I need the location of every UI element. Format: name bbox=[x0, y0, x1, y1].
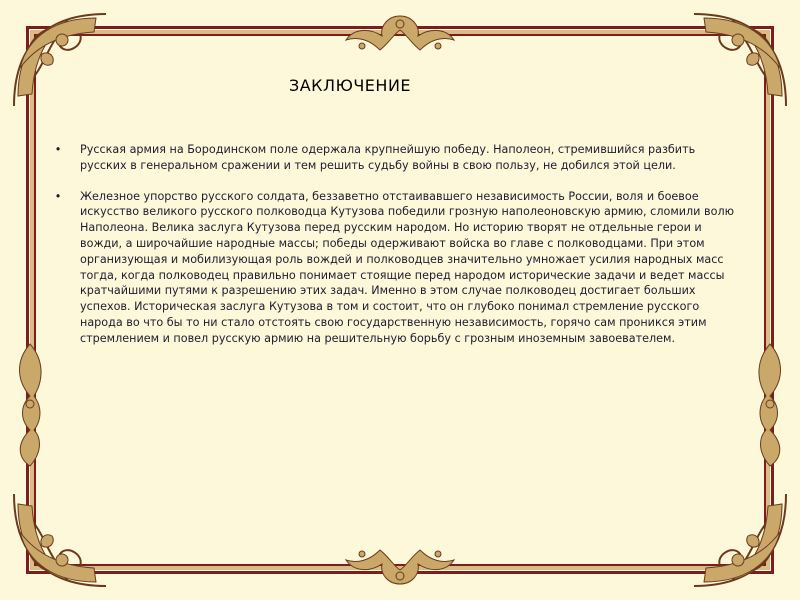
bullet-paragraph bbox=[52, 142, 742, 174]
left-edge-flourish-icon bbox=[10, 340, 50, 470]
corner-ornament-top-left-icon bbox=[6, 6, 116, 116]
bottom-center-flourish-icon bbox=[340, 542, 460, 590]
corner-ornament-bottom-left-icon bbox=[6, 484, 116, 594]
slide-content bbox=[52, 142, 742, 362]
corner-ornament-bottom-right-icon bbox=[684, 484, 794, 594]
bullet-icon: • bbox=[54, 189, 62, 203]
bullet-paragraph bbox=[52, 189, 742, 347]
corner-ornament-top-right-icon bbox=[684, 6, 794, 116]
right-edge-flourish-icon bbox=[750, 340, 790, 470]
paragraph-text: Железное упорство русского солдата, беззаветно отстаивавшего независимость России, воля и боевое искусство великого русского полководца Кутузова победили грозную наполеоновскую армию, сломили волю Наполеона. Велика заслуга Кутузова перед русским народом. Но историю творят не отдельные герои и вожди, а широчайшие народные массы; победы одерживают войска во главе с полководцами. При этом организующая и мобилизующая роль вождей и полководцев значительно умножает усилия народных масс тогда, когда полководец правильно понимает стоящие перед народом исторические задачи и ведет массы кратчайшими путями к разрешению этих задач. Именно в этом случае полководец достигает больших успехов. Историческая заслуга Кутузова в том и состоит, что он глубоко понимал стремление русского народа во что бы то ни стало отстоять свою государственную независимость, горячо сам проникся этим стремлением и повел русскую армию на решительную борьбу с грозным иноземным завоевателем. bbox=[80, 189, 735, 345]
slide-title: ЗАКЛЮЧЕНИЕ bbox=[288, 76, 412, 95]
paragraph-text: Русская армия на Бородинском поле одержала крупнейшую победу. Наполеон, стремившийся разбить русских в генеральном сражении и тем решить судьбу войны в свою пользу, не добился этой цели. bbox=[80, 143, 696, 172]
bullet-icon: • bbox=[54, 143, 62, 156]
top-center-flourish-icon bbox=[340, 10, 460, 58]
